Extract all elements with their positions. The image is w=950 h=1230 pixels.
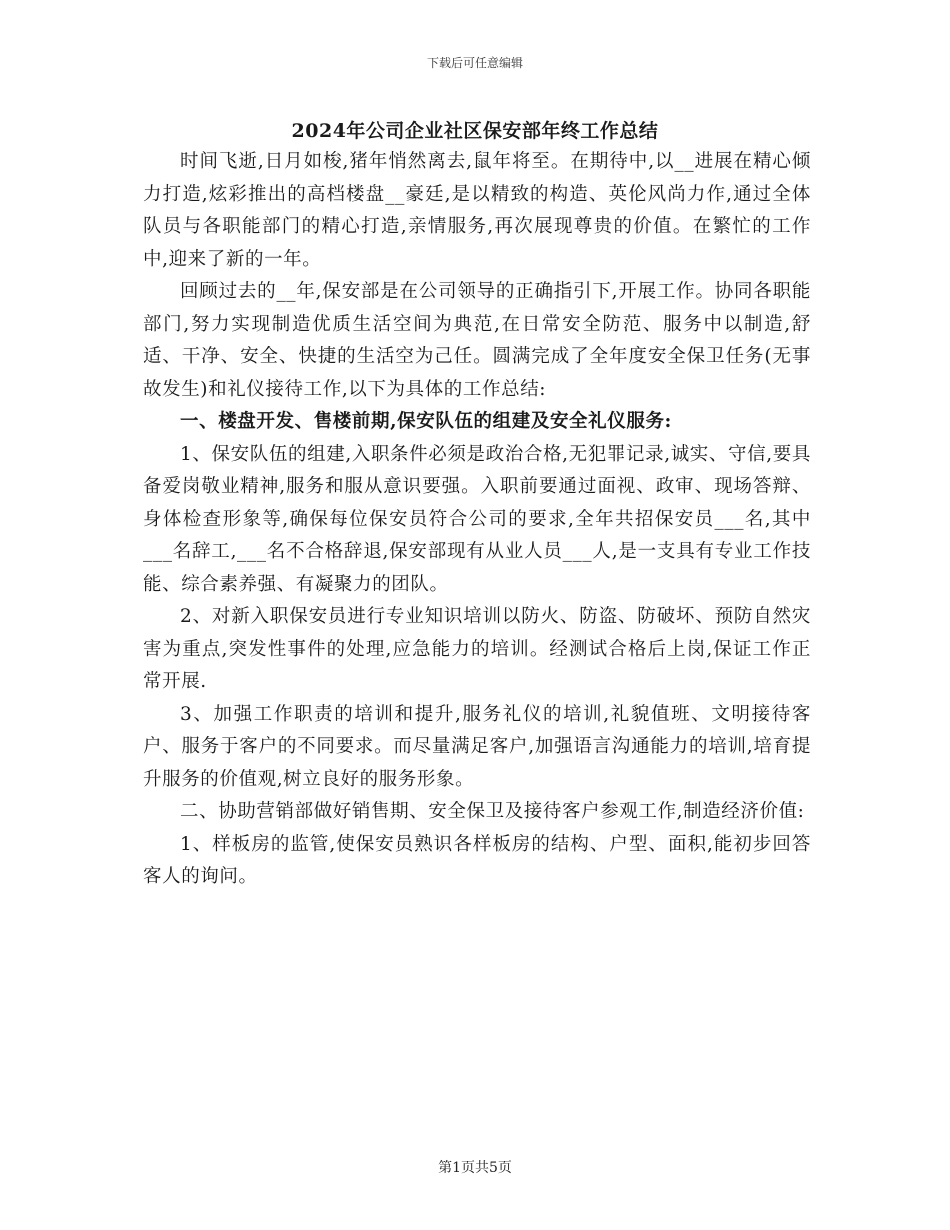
paragraph-item-2: 2、对新入职保安员进行专业知识培训以防火、防盗、防破坏、预防自然灾害为重点,突发性事件的处理,应急能力的培训。经测试合格后上岗,保证工作正常开展.: [143, 606, 811, 692]
page-footer: 第1页共5页: [438, 1160, 512, 1176]
document-title: 2024年公司企业社区保安部年终工作总结: [291, 120, 659, 142]
paragraph-item-3: 3、加强工作职责的培训和提升,服务礼仪的培训,礼貌值班、文明接待客户、服务于客户的不同要求。而尽量满足客户,加强语言沟通能力的培训,培育提升服务的价值观,树立良好的服务形象。: [143, 703, 811, 790]
page-header: 下载后可任意编辑: [426, 56, 523, 70]
document-body: [143, 146, 811, 894]
section-heading-1: 一、楼盘开发、售楼前期,保安队伍的组建及安全礼仪服务:: [180, 411, 672, 432]
paragraph-intro: 时间飞逝,日月如梭,猪年悄然离去,鼠年将至。在期待中,以__进展在精心倾力打造,炫彩推出的高档楼盘__豪廷,是以精致的构造、英伦风尚力作,通过全体队员与各职能部门的精心打造,亲情服务,再次展现尊贵的价值。在繁忙的工作中,迎来了新的一年。: [143, 151, 811, 270]
paragraph-item-1: 1、保安队伍的组建,入职条件必须是政治合格,无犯罪记录,诚实、守信,要具备爱岗敬业精神,服务和服从意识要强。入职前要通过面视、政审、现场答辩、身体检查形象等,确保每位保安员符合公司的要求,全年共招保安员___名,其中___名辞工,___名不合格辞退,保安部现有从业人员___人,是一支具有专业工作技能、综合素养强、有凝聚力的团队。: [143, 443, 811, 595]
paragraph-section2-item-1: 1、样板房的监管,使保安员熟识各样板房的结构、户型、面积,能初步回答客人的询问。: [143, 833, 811, 887]
paragraph-review: 回顾过去的__年,保安部是在公司领导的正确指引下,开展工作。协同各职能部门,努力实现制造优质生活空间为典范,在日常安全防范、服务中以制造,舒适、干净、安全、快捷的生活空为己任。圆满完成了全年度安全保卫任务(无事故发生)和礼仪接待工作,以下为具体的工作总结:: [143, 281, 811, 400]
section-heading-2: 二、协助营销部做好销售期、安全保卫及接待客户参观工作,制造经济价值:: [180, 801, 805, 822]
